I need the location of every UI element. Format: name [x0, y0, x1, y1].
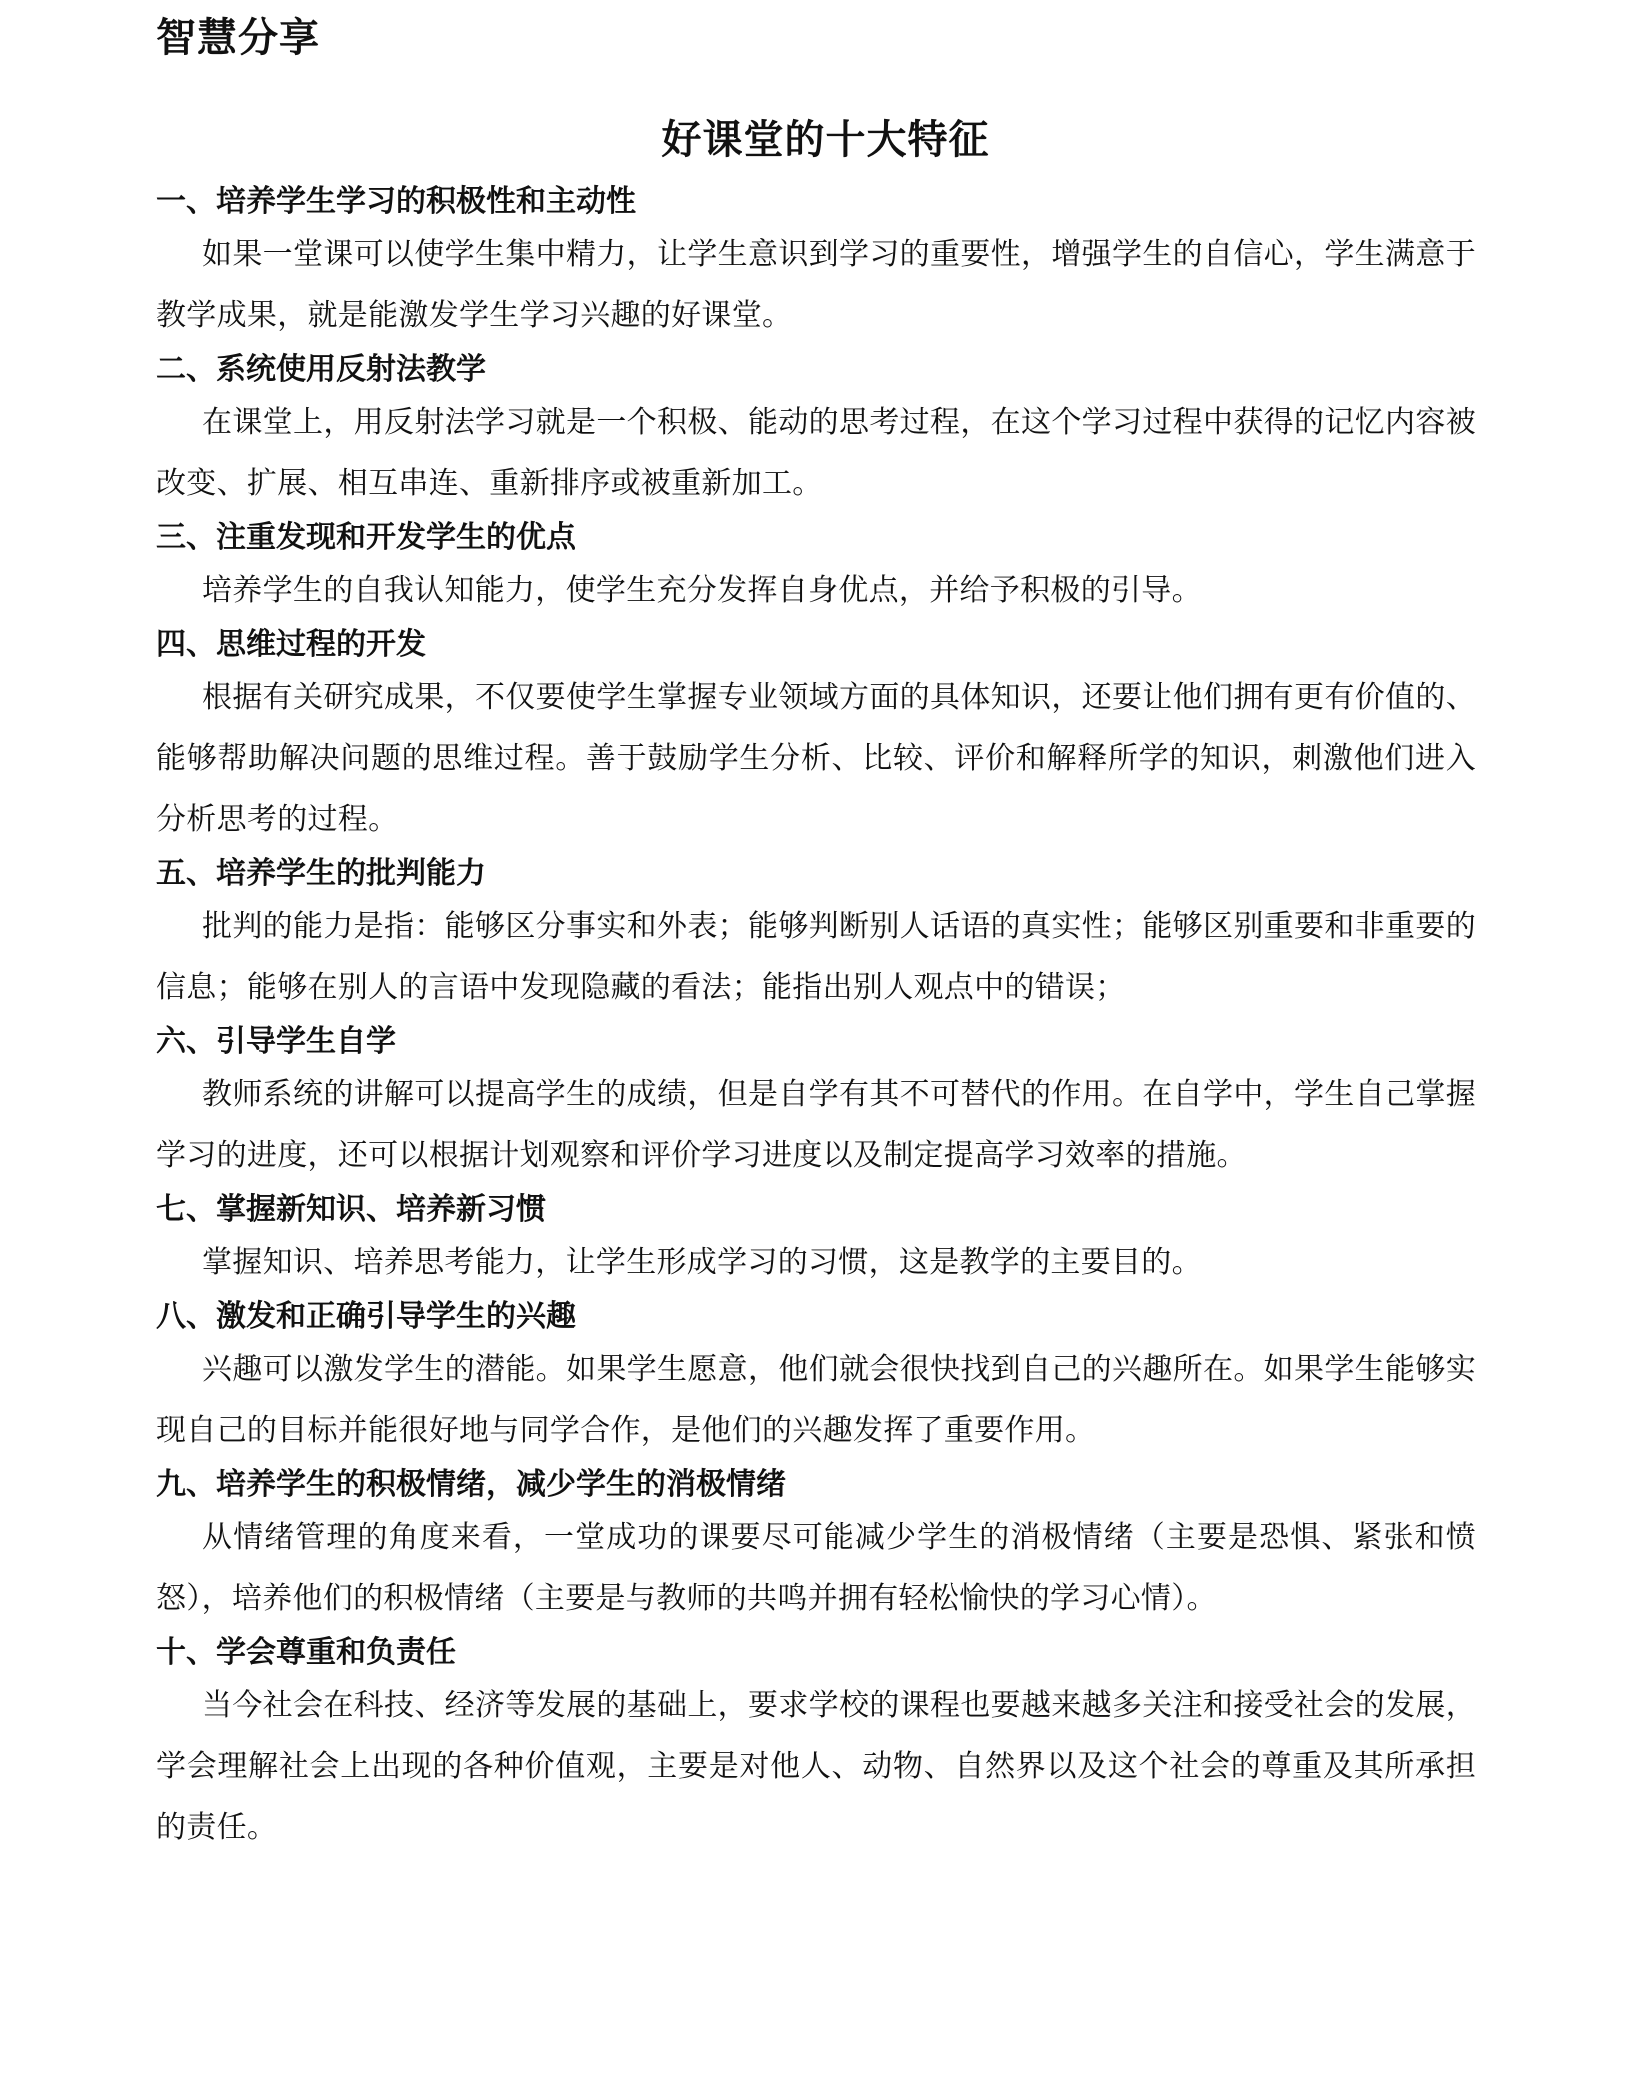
section-heading: 四、思维过程的开发 [156, 627, 426, 662]
document-title: 好课堂的十大特征 [661, 116, 990, 163]
section-body: 当今社会在科技、经济等发展的基础上，要求学校的课程也要越来越多关注和接受社会的发展，学会理解社会上出现的各种价值观，主要是对他人、动物、自然界以及这个社会的尊重及其所承担的责任。 [156, 1688, 1476, 1845]
section-body: 根据有关研究成果，不仅要使学生掌握专业领域方面的具体知识，还要让他们拥有更有价值的、能够帮助解决问题的思维过程。善于鼓励学生分析、比较、评价和解释所学的知识，刺激他们进入分析思考的过程。 [156, 680, 1476, 837]
section-heading: 二、系统使用反射法教学 [156, 352, 486, 387]
section-body: 掌握知识、培养思考能力，让学生形成学习的习惯，这是教学的主要目的。 [202, 1245, 1202, 1280]
section [156, 1020, 1476, 1186]
section-heading: 一、培养学生学习的积极性和主动性 [156, 184, 636, 219]
header-label: 智慧分享 [156, 15, 320, 61]
section-body: 如果一堂课可以使学生集中精力，让学生意识到学习的重要性，增强学生的自信心，学生满意于教学成果，就是能激发学生学习兴趣的好课堂。 [156, 237, 1476, 333]
section-heading: 五、培养学生的批判能力 [156, 856, 486, 891]
section [156, 852, 1476, 1018]
section [156, 516, 1476, 621]
section-body: 在课堂上，用反射法学习就是一个积极、能动的思考过程，在这个学习过程中获得的记忆内容被改变、扩展、相互串连、重新排序或被重新加工。 [156, 405, 1476, 501]
section [156, 180, 1476, 346]
section-heading: 三、注重发现和开发学生的优点 [156, 520, 576, 555]
section [156, 623, 1476, 850]
section-body: 兴趣可以激发学生的潜能。如果学生愿意，他们就会很快找到自己的兴趣所在。如果学生能够实现自己的目标并能很好地与同学合作，是他们的兴趣发挥了重要作用。 [156, 1352, 1476, 1448]
section-heading: 七、掌握新知识、培养新习惯 [156, 1192, 546, 1227]
section [156, 348, 1476, 514]
section [156, 1295, 1476, 1461]
section-heading: 九、培养学生的积极情绪，减少学生的消极情绪 [156, 1467, 786, 1502]
section-body: 教师系统的讲解可以提高学生的成绩，但是自学有其不可替代的作用。在自学中，学生自己掌握学习的进度，还可以根据计划观察和评价学习进度以及制定提高学习效率的措施。 [156, 1077, 1476, 1173]
sections-list [156, 180, 1476, 1860]
section-body: 培养学生的自我认知能力，使学生充分发挥自身优点，并给予积极的引导。 [202, 573, 1202, 608]
section [156, 1463, 1476, 1629]
section-heading: 十、学会尊重和负责任 [156, 1635, 456, 1670]
section-heading: 六、引导学生自学 [156, 1024, 396, 1059]
section [156, 1631, 1476, 1858]
section-body: 批判的能力是指：能够区分事实和外表；能够判断别人话语的真实性；能够区别重要和非重要的信息；能够在别人的言语中发现隐藏的看法；能指出别人观点中的错误； [156, 909, 1476, 1005]
section-body: 从情绪管理的角度来看，一堂成功的课要尽可能减少学生的消极情绪（主要是恐惧、紧张和愤怒），培养他们的积极情绪（主要是与教师的共鸣并拥有轻松愉快的学习心情）。 [156, 1520, 1476, 1616]
section-heading: 八、激发和正确引导学生的兴趣 [156, 1299, 576, 1334]
section [156, 1188, 1476, 1293]
